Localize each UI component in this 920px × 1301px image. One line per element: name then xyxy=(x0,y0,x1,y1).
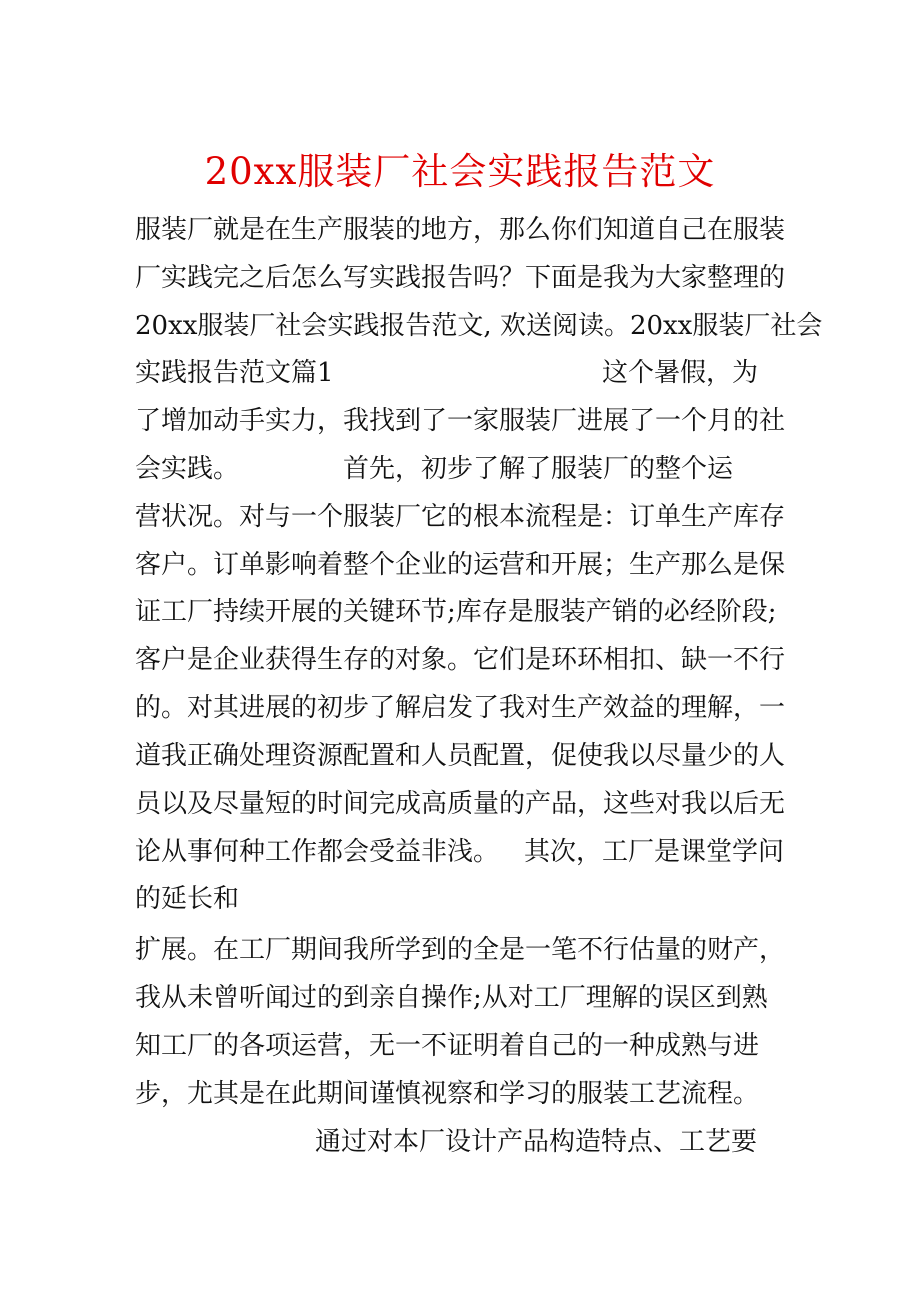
text-line: 员以及尽量短的时间完成高质量的产品，这些对我以后无 xyxy=(135,789,786,819)
text-line: 论从事何种工作都会受益非浅。 xyxy=(135,837,500,867)
text-line: 我从未曾听闻过的到亲自操作;从对工厂理解的误区到熟 xyxy=(135,983,768,1013)
text-line: 了增加动手实力，我找到了一家服装厂进展了一个月的社 xyxy=(135,406,786,436)
text-line: 客户是企业获得生存的对象。它们是环环相扣、缺一不行 xyxy=(135,645,786,675)
text-line: 客户。订单影响着整个企业的运营和开展；生产那么是保 xyxy=(135,550,786,580)
text-line: 会实践。 xyxy=(135,454,240,484)
text-line: 知工厂的各项运营，无一不证明着自己的一种成熟与进 xyxy=(135,1031,760,1061)
text-line: 其次，工厂是课堂学问 xyxy=(524,837,785,867)
text-line: 通过对本厂设计产品构造特点、工艺要 xyxy=(315,1127,758,1157)
text-line: 扩展。在工厂期间我所学到的全是一笔不行估量的财产， xyxy=(135,935,786,965)
text-line: 的。对其进展的初步了解启发了我对生产效益的理解，一 xyxy=(135,693,786,723)
text-line: 道我正确处理资源配置和人员配置，促使我以尽量少的人 xyxy=(135,741,786,771)
document-title: 20xx服装厂社会实践报告范文 xyxy=(204,150,716,193)
text-line: 20xx服装厂社会实践报告范文, 欢送阅读。20xx服装厂社会 xyxy=(135,311,823,341)
text-line: 首先，初步了解了服装厂的整个运 xyxy=(343,454,734,484)
text-line: 证工厂持续开展的关键环节;库存是服装产销的必经阶段; xyxy=(135,597,777,627)
text-line: 步，尤其是在此期间谨慎视察和学习的服装工艺流程。 xyxy=(135,1079,760,1109)
text-line: 这个暑假，为 xyxy=(602,358,759,388)
text-line: 厂实践完之后怎么写实践报告吗？下面是我为大家整理的 xyxy=(135,263,786,293)
text-line: 实践报告范文篇1 xyxy=(135,358,334,388)
text-line: 服装厂就是在生产服装的地方，那么你们知道自己在服装 xyxy=(135,215,786,245)
text-line: 营状况。对与一个服装厂它的根本流程是：订单生产库存 xyxy=(135,502,786,532)
text-line: 的延长和 xyxy=(135,884,240,914)
